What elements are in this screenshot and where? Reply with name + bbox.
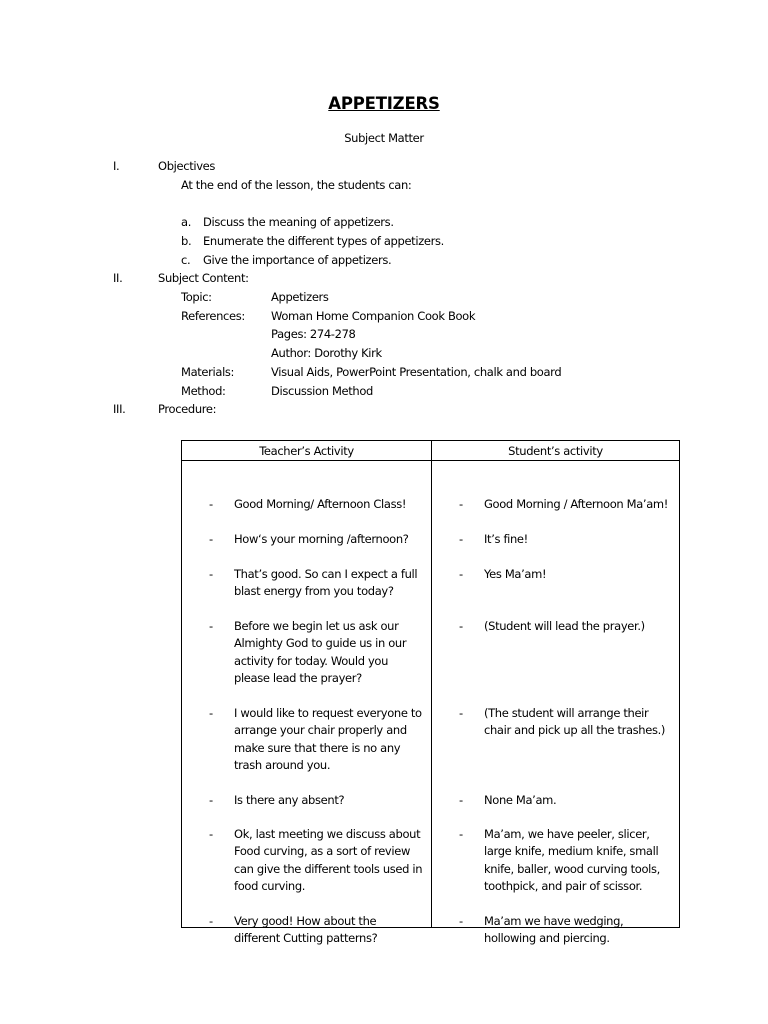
materials-label: Materials: (181, 365, 235, 379)
references-line: Woman Home Companion Cook Book (271, 309, 476, 323)
topic-value: Appetizers (271, 290, 329, 304)
objectives-intro: At the end of the lesson, the students can: (181, 178, 412, 192)
objective-item: Discuss the meaning of appetizers. (203, 215, 394, 229)
list-dash: - (209, 914, 213, 928)
teacher-activity-text: Very good! How about the different Cutting patterns? (234, 914, 378, 946)
section-numeral-procedure: III. (113, 402, 126, 416)
list-dash: - (459, 914, 463, 928)
section-heading-objectives: Objectives (158, 159, 216, 173)
student-activity-text: (Student will lead the prayer.) (484, 619, 645, 633)
list-dash: - (209, 619, 213, 633)
section-numeral-content: II. (113, 271, 123, 285)
student-activity-text: (The student will arrange their chair and pick up all the trashes.) (484, 706, 666, 738)
list-dash: - (459, 532, 463, 546)
objective-marker: a. (181, 215, 192, 229)
section-heading-content: Subject Content: (158, 271, 249, 285)
student-activity-list (432, 461, 679, 946)
objective-item: Give the importance of appetizers. (203, 253, 392, 267)
student-activity-text: Good Morning / Afternoon Ma’am! (484, 497, 669, 511)
list-dash: - (459, 706, 463, 720)
list-dash: - (459, 793, 463, 807)
teacher-activity-text: Ok, last meeting we discuss about Food curving, as a sort of review can give the different tools used in food curving. (234, 827, 423, 894)
student-activity-header: Student’s activity (432, 441, 680, 461)
list-dash: - (209, 827, 213, 841)
activity-table (181, 440, 680, 946)
method-label: Method: (181, 384, 226, 398)
materials-value: Visual Aids, PowerPoint Presentation, chalk and board (271, 365, 562, 379)
list-dash: - (459, 497, 463, 511)
list-dash: - (459, 567, 463, 581)
section-heading-procedure: Procedure: (158, 402, 217, 416)
list-dash: - (459, 619, 463, 633)
teacher-activity-text: How‘s your morning /afternoon? (234, 532, 409, 546)
teacher-activity-header: Teacher’s Activity (182, 441, 432, 461)
method-value: Discussion Method (271, 384, 373, 398)
student-activity-text: It’s fine! (484, 532, 528, 546)
teacher-activity-text: I would like to request everyone to arrange your chair properly and make sure that there is no any trash around you. (234, 706, 422, 773)
teacher-activity-text: Good Morning/ Afternoon Class! (234, 497, 407, 511)
teacher-activity-text: Before we begin let us ask our Almighty God to guide us in our activity for today. Would you please lead the prayer? (234, 619, 407, 686)
list-dash: - (209, 532, 213, 546)
document-title: APPETIZERS (328, 94, 440, 113)
objective-marker: b. (181, 234, 192, 248)
list-dash: - (209, 497, 213, 511)
references-line: Author: Dorothy Kirk (271, 346, 382, 360)
objective-marker: c. (181, 253, 191, 267)
section-numeral-objectives: I. (113, 159, 120, 173)
list-dash: - (209, 567, 213, 581)
student-activity-text: Ma’am, we have peeler, slicer, large knife, medium knife, small knife, baller, wood curving tools, toothpick, and pair of scissor. (484, 827, 660, 894)
list-dash: - (459, 827, 463, 841)
topic-label: Topic: (181, 290, 212, 304)
teacher-activity-text: Is there any absent? (234, 793, 345, 807)
teacher-activity-list (182, 461, 431, 946)
references-label: References: (181, 309, 245, 323)
student-activity-cell (432, 461, 680, 946)
list-dash: - (209, 706, 213, 720)
teacher-activity-text: That’s good. So can I expect a full blast energy from you today? (234, 567, 418, 599)
objective-item: Enumerate the different types of appetizers. (203, 234, 444, 248)
student-activity-text: Ma’am we have wedging, hollowing and piercing. (484, 914, 624, 946)
teacher-activity-cell (182, 461, 432, 946)
list-dash: - (209, 793, 213, 807)
student-activity-text: Yes Ma’am! (484, 567, 547, 581)
student-activity-text: None Ma’am. (484, 793, 557, 807)
references-line: Pages: 274-278 (271, 327, 356, 341)
document-subtitle: Subject Matter (344, 131, 424, 145)
